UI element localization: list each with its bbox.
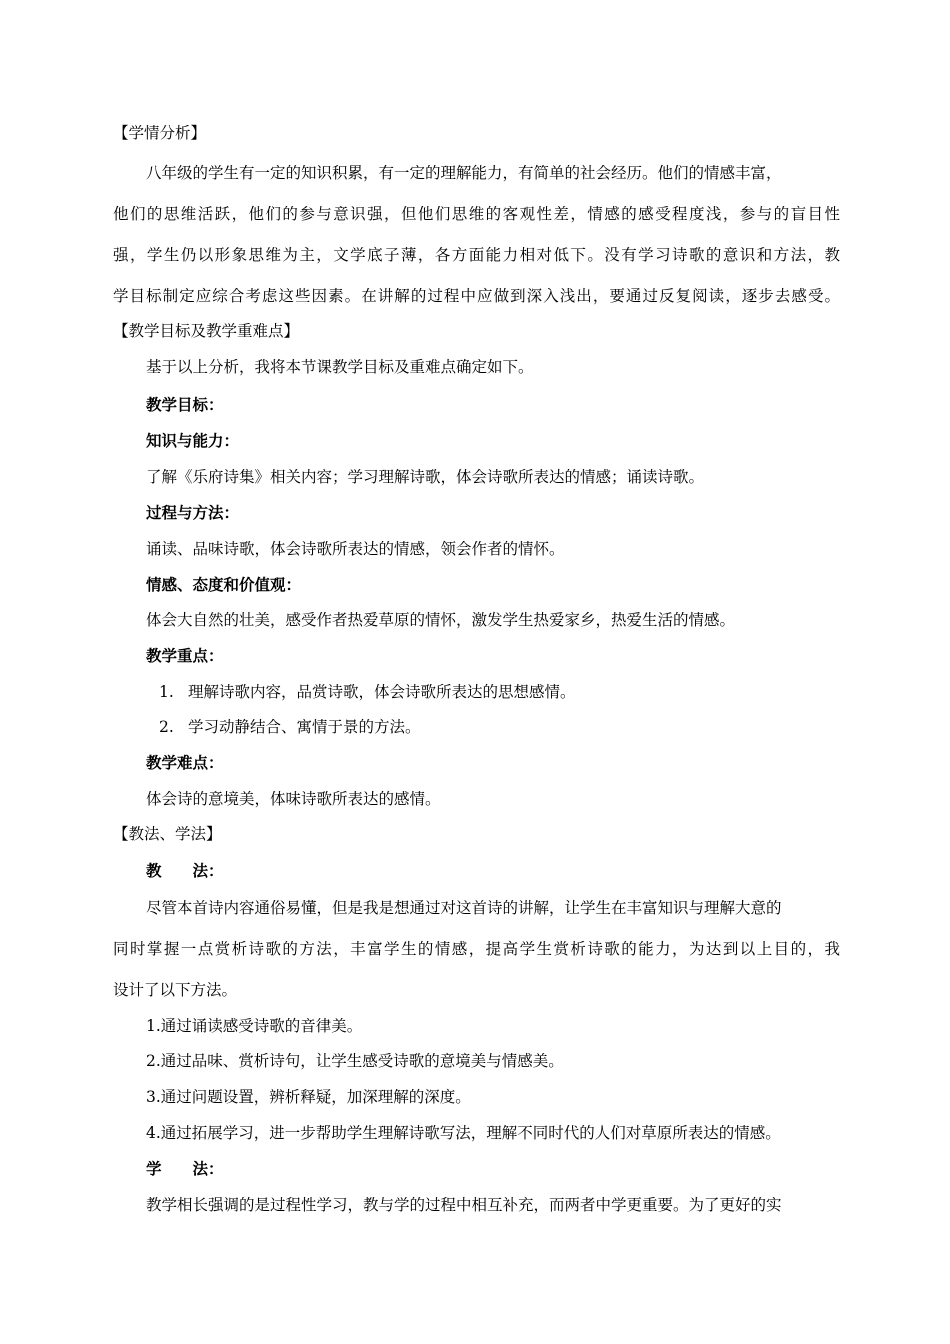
- process-text: 诵读、品味诗歌，体会诗歌所表达的情感，领会作者的情怀。: [146, 540, 565, 558]
- goals-intro: 基于以上分析，我将本节课教学目标及重难点确定如下。: [146, 358, 534, 376]
- process-label: 过程与方法：: [146, 503, 240, 522]
- paragraph-line: 强，学生仍以形象思维为主，文学底子薄，各方面能力相对低下。没有学习诗歌的意识和方法，教: [113, 246, 840, 264]
- method-item: 2.通过品味、赏析诗句，让学生感受诗歌的意境美与情感美。: [146, 1052, 564, 1070]
- paragraph-line: 学目标制定应综合考虑这些因素。在讲解的过程中应做到深入浅出，要通过反复阅读，逐步去感受。: [113, 287, 840, 305]
- difficulty-label: 教学难点：: [146, 753, 224, 772]
- key-point-number: 2.: [159, 718, 174, 736]
- paragraph-line: 教学相长强调的是过程性学习，教与学的过程中相互补充，而两者中学更重要。为了更好的实: [146, 1196, 782, 1214]
- method-item: 3.通过问题设置，辨析释疑，加深理解的深度。: [146, 1088, 471, 1106]
- key-label: 教学重点：: [146, 646, 224, 665]
- emotion-label: 情感、态度和价值观：: [146, 575, 302, 594]
- section-heading-analysis: 【学情分析】: [113, 124, 207, 142]
- method-item: 1.通过诵读感受诗歌的音律美。: [146, 1017, 363, 1035]
- key-point-number: 1.: [159, 683, 174, 701]
- paragraph-line: 同时掌握一点赏析诗歌的方法，丰富学生的情感，提高学生赏析诗歌的能力，为达到以上目的，我: [113, 940, 840, 958]
- paragraph-line: 八年级的学生有一定的知识积累，有一定的理解能力，有简单的社会经历。他们的情感丰富，: [146, 164, 782, 182]
- knowledge-label: 知识与能力：: [146, 431, 240, 450]
- section-heading-methods: 【教法、学法】: [113, 825, 222, 843]
- key-point-text: 理解诗歌内容，品赏诗歌，体会诗歌所表达的思想感情。: [188, 683, 576, 701]
- teach-method-label: 教 法：: [146, 861, 224, 880]
- key-point-text: 学习动静结合、寓情于景的方法。: [188, 718, 421, 736]
- paragraph-line: 设计了以下方法。: [113, 981, 238, 999]
- method-item: 4.通过拓展学习，进一步帮助学生理解诗歌写法，理解不同时代的人们对草原所表达的情感。: [146, 1124, 781, 1142]
- emotion-text: 体会大自然的壮美，感受作者热爱草原的情怀，激发学生热爱家乡，热爱生活的情感。: [146, 611, 736, 629]
- knowledge-text: 了解《乐府诗集》相关内容；学习理解诗歌，体会诗歌所表达的情感；诵读诗歌。: [146, 468, 705, 486]
- difficulty-text: 体会诗的意境美，体味诗歌所表达的感情。: [146, 790, 441, 808]
- learn-method-label: 学 法：: [146, 1159, 224, 1178]
- paragraph-line: 尽管本首诗内容通俗易懂，但是我是想通过对这首诗的讲解，让学生在丰富知识与理解大意的: [146, 899, 782, 917]
- section-heading-goals: 【教学目标及教学重难点】: [113, 322, 300, 340]
- goals-label: 教学目标：: [146, 395, 224, 414]
- paragraph-line: 他们的思维活跃，他们的参与意识强，但他们思维的客观性差，情感的感受程度浅，参与的盲目性: [113, 205, 840, 223]
